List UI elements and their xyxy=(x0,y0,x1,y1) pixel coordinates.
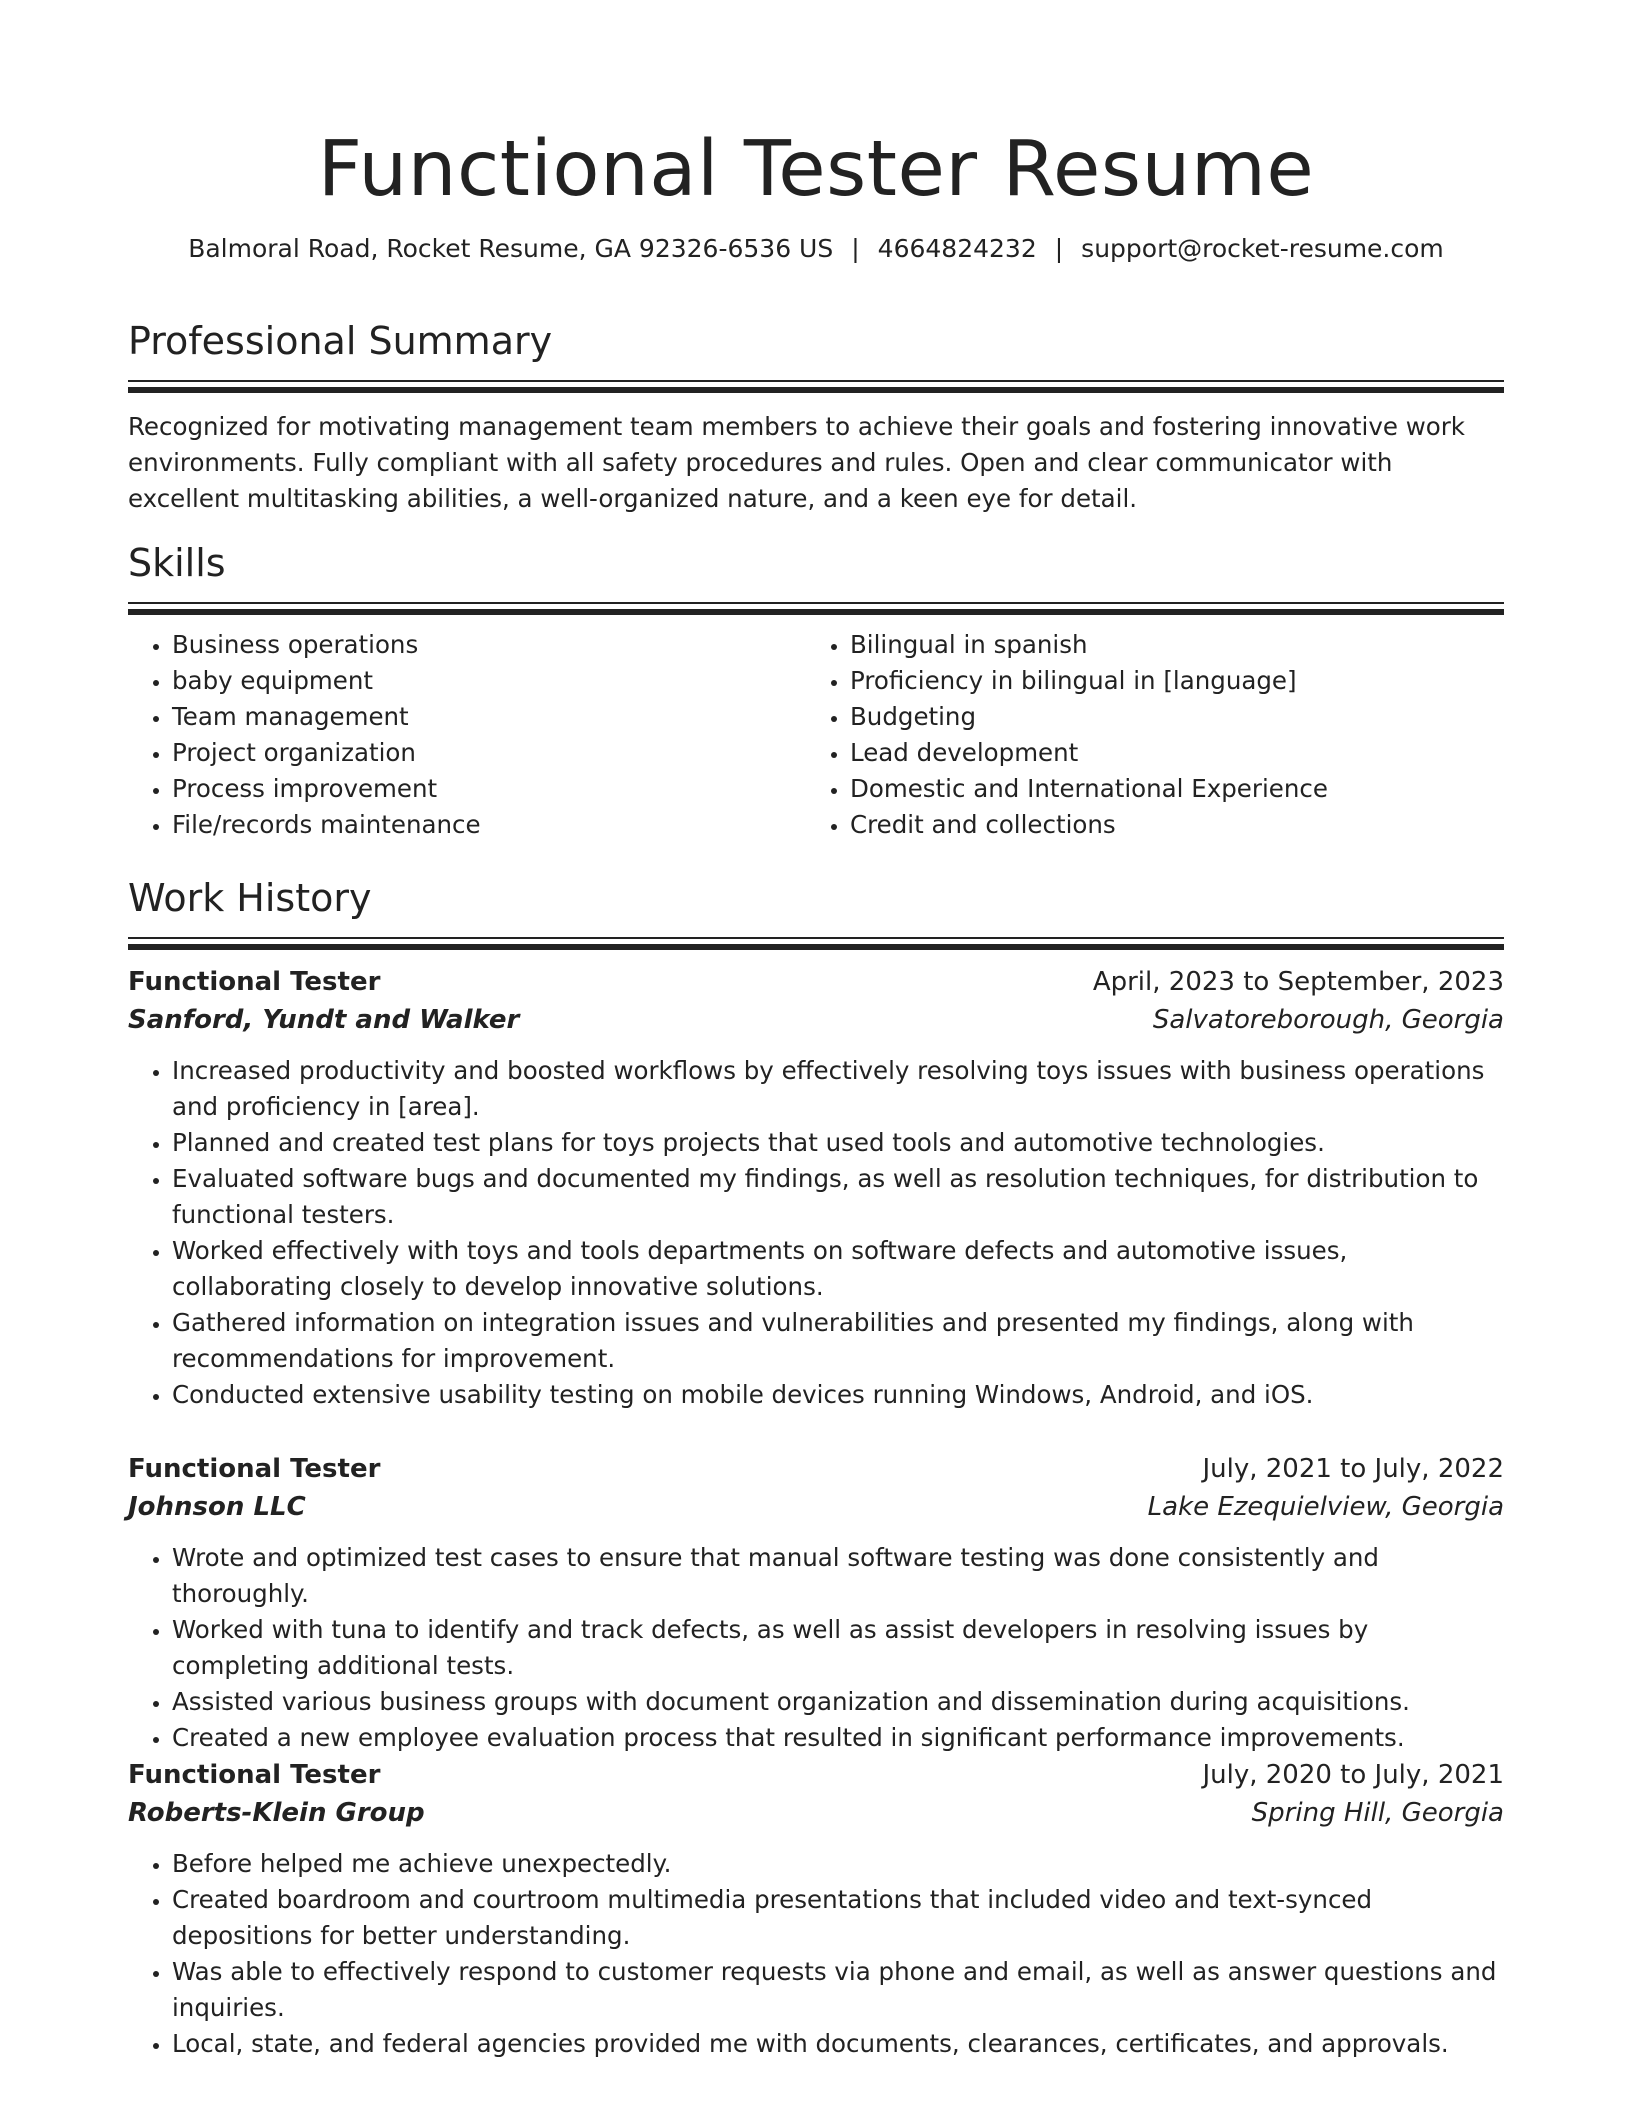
section-divider xyxy=(128,380,1504,393)
job-dates: July, 2021 to July, 2022 xyxy=(1202,1454,1504,1484)
skill-item: • Budgeting xyxy=(850,699,1484,735)
job-bullet: • Before helped me achieve unexpectedly. xyxy=(172,1846,1504,1882)
job-title: Functional Tester xyxy=(128,1454,381,1484)
job-title: Functional Tester xyxy=(128,967,381,997)
job-dates: April, 2023 to September, 2023 xyxy=(1092,967,1504,997)
resume-title: Functional Tester Resume xyxy=(317,125,1315,214)
skills-heading: Skills xyxy=(128,541,226,585)
job-bullet: • Worked with tuna to identify and track defects, as well as assist developers in resolving issues by completing additional tests. xyxy=(172,1612,1504,1684)
skill-item: • Team management xyxy=(172,699,806,735)
job-location: Spring Hill, Georgia xyxy=(1251,1798,1504,1828)
summary-section xyxy=(128,316,1504,517)
job-entry xyxy=(128,1450,1504,1756)
job-bullet: • Planned and created test plans for toys projects that used tools and automotive technologies. xyxy=(172,1125,1504,1161)
skill-item: • Lead development xyxy=(850,735,1484,771)
job-entry xyxy=(128,963,1504,1413)
job-bullets xyxy=(128,1846,1504,2062)
summary-text: Recognized for motivating management team members to achieve their goals and fostering innovative work environments. Fully compliant with all safety procedures and rules. Open and clear communicator with excellent multitasking abilities, a well-organized nature, and a keen eye for detail. xyxy=(128,412,1465,513)
job-title: Functional Tester xyxy=(128,1760,381,1790)
job-bullet: • Conducted extensive usability testing on mobile devices running Windows, Android, and iOS. xyxy=(172,1377,1504,1413)
job-bullet: • Created a new employee evaluation process that resulted in significant performance improvements. xyxy=(172,1720,1504,1756)
job-bullet: • Gathered information on integration issues and vulnerabilities and presented my findings, along with recommendations for improvement. xyxy=(172,1305,1504,1377)
resume-content xyxy=(128,0,1504,2058)
job-bullet: • Worked effectively with toys and tools departments on software defects and automotive issues, collaborating closely to develop innovative solutions. xyxy=(172,1233,1504,1305)
skill-item: • File/records maintenance xyxy=(172,807,806,843)
skill-item: • Domestic and International Experience xyxy=(850,771,1484,807)
job-bullet: • Wrote and optimized test cases to ensure that manual software testing was done consistently and thoroughly. xyxy=(172,1540,1504,1612)
skills-list-left xyxy=(128,627,806,843)
section-divider xyxy=(128,602,1504,615)
contact-address: Balmoral Road, Rocket Resume, GA 92326-6536 US xyxy=(188,234,834,263)
job-company: Roberts-Klein Group xyxy=(128,1798,425,1828)
skill-item: • Bilingual in spanish xyxy=(850,627,1484,663)
job-location: Salvatoreborough, Georgia xyxy=(1152,1005,1504,1035)
skills-section xyxy=(128,538,1504,843)
contact-separator: | xyxy=(1054,234,1064,263)
skill-item: • Business operations xyxy=(172,627,806,663)
job-entry xyxy=(128,1756,1504,2062)
skill-item: • Credit and collections xyxy=(850,807,1484,843)
job-bullet: • Was able to effectively respond to customer requests via phone and email, as well as answer questions and inquiries. xyxy=(172,1954,1504,2026)
job-bullets xyxy=(128,1540,1504,1756)
job-bullet: • Local, state, and federal agencies provided me with documents, clearances, certificates, and approvals. xyxy=(172,2026,1504,2062)
job-bullet: • Evaluated software bugs and documented my findings, as well as resolution techniques, for distribution to functional testers. xyxy=(172,1161,1504,1233)
work-history-heading: Work History xyxy=(128,876,372,920)
summary-heading: Professional Summary xyxy=(128,319,553,363)
job-bullet: • Increased productivity and boosted workflows by effectively resolving toys issues with business operations and proficiency in [area]. xyxy=(172,1053,1504,1125)
skill-item: • baby equipment xyxy=(172,663,806,699)
job-location: Lake Ezequielview, Georgia xyxy=(1147,1492,1504,1522)
skill-item: • Project organization xyxy=(172,735,806,771)
contact-phone: 4664824232 xyxy=(877,234,1037,263)
contact-email[interactable]: support@rocket-resume.com xyxy=(1081,234,1444,263)
skill-item: • Process improvement xyxy=(172,771,806,807)
skills-columns xyxy=(128,627,1504,843)
contact-separator: | xyxy=(851,234,860,263)
job-company: Sanford, Yundt and Walker xyxy=(128,1005,520,1035)
contact-line xyxy=(128,232,1504,266)
job-dates: July, 2020 to July, 2021 xyxy=(1202,1760,1504,1790)
skills-list-right xyxy=(806,627,1484,843)
section-divider xyxy=(128,937,1504,950)
work-history-section xyxy=(128,873,1504,950)
job-bullet: • Created boardroom and courtroom multimedia presentations that included video and text-synced depositions for better understanding. xyxy=(172,1882,1504,1954)
job-bullet: • Assisted various business groups with document organization and dissemination during acquisitions. xyxy=(172,1684,1504,1720)
skill-item: • Proficiency in bilingual in [language] xyxy=(850,663,1484,699)
job-bullets xyxy=(128,1053,1504,1413)
job-company: Johnson LLC xyxy=(128,1492,306,1522)
